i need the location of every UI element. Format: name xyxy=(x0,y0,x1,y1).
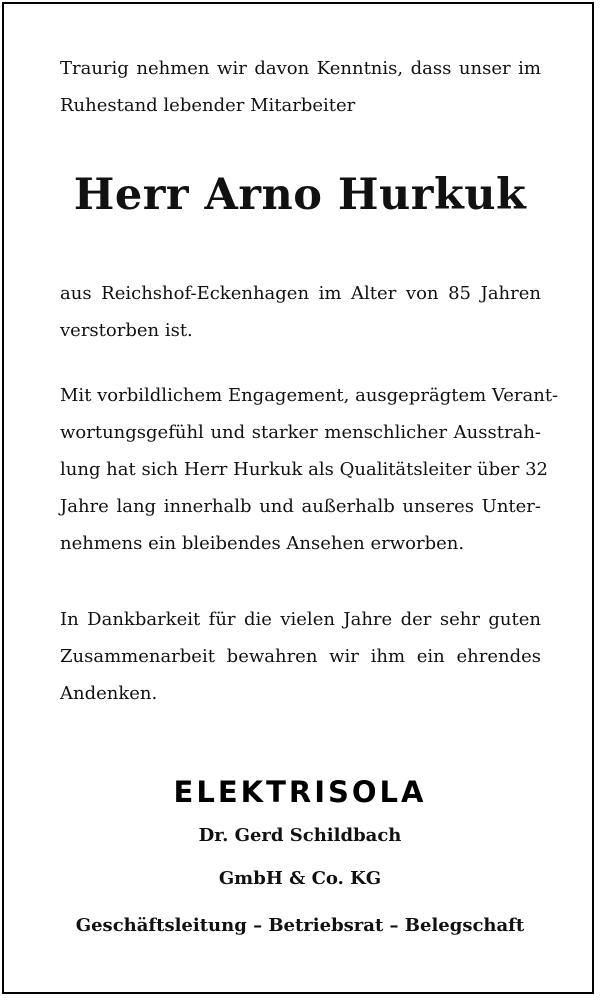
company-logo: ELEKTRISOLA xyxy=(173,775,427,809)
intro-paragraph xyxy=(60,50,541,124)
gratitude-paragraph xyxy=(60,601,541,712)
origin-paragraph xyxy=(60,275,541,349)
tribute-line: wortungsgefühl und starker menschlicher Ausstrah- xyxy=(60,422,541,443)
company-name-line1: Dr. Gerd Schildbach xyxy=(198,825,402,846)
intro-line: Ruhestand lebender Mitarbeiter xyxy=(60,95,356,116)
gratitude-line: Zusammenarbeit bewahren wir ihm ein ehrendes xyxy=(60,646,541,667)
intro-line: Traurig nehmen wir davon Kenntnis, dass unser im xyxy=(60,58,541,79)
tribute-paragraph xyxy=(60,377,559,562)
origin-line: verstorben ist. xyxy=(60,320,193,341)
gratitude-line: In Dankbarkeit für die vielen Jahre der sehr guten xyxy=(60,609,541,630)
tribute-line: Jahre lang innerhalb und außerhalb unseres Unter- xyxy=(60,496,541,517)
deceased-name: Herr Arno Hurkuk xyxy=(73,170,527,220)
company-name-line2: GmbH & Co. KG xyxy=(218,868,382,889)
tribute-line: nehmens ein bleibendes Ansehen erworben. xyxy=(60,533,465,554)
gratitude-line: Andenken. xyxy=(60,683,158,704)
origin-line: aus Reichshof-Eckenhagen im Alter von 85 Jahren xyxy=(60,283,541,304)
tribute-line: lung hat sich Herr Hurkuk als Qualitätsleiter über 32 xyxy=(60,459,549,480)
signatories: Geschäftsleitung – Betriebsrat – Belegschaft xyxy=(75,915,525,936)
tribute-line: Mit vorbildlichem Engagement, ausgeprägtem Verant- xyxy=(60,385,559,406)
